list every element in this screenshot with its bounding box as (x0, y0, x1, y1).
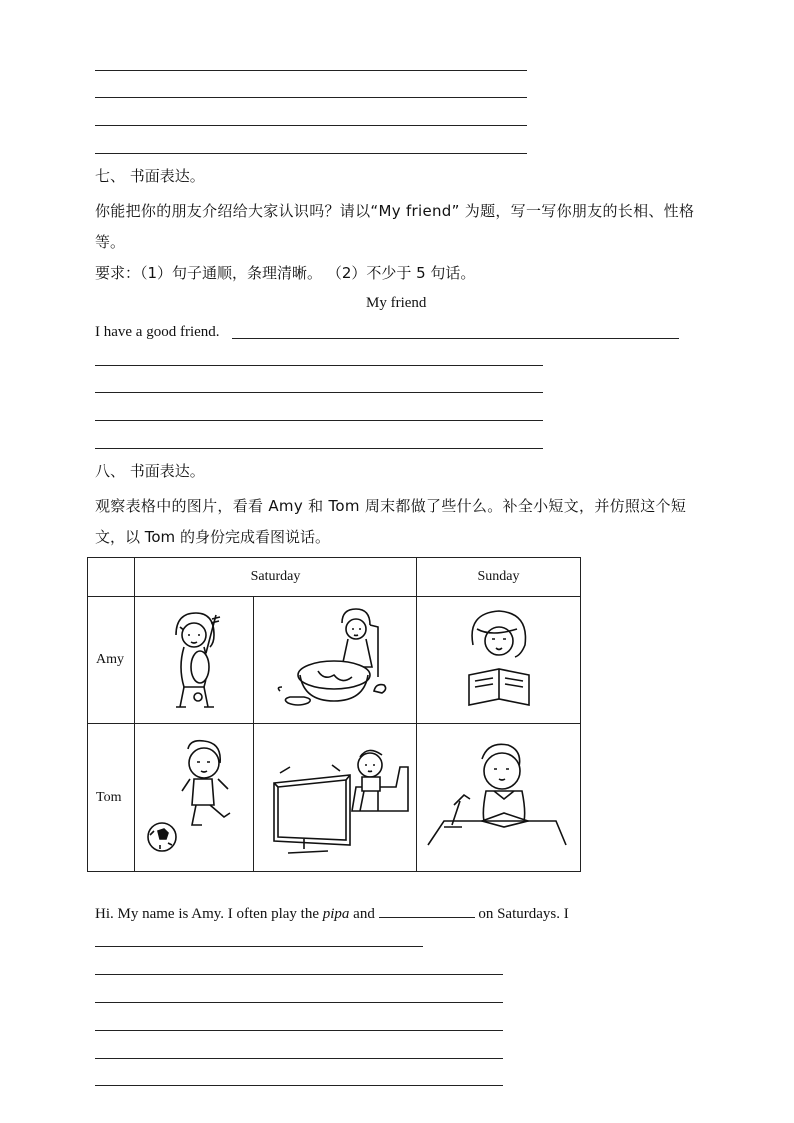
answer-line[interactable] (95, 1002, 503, 1003)
picture-amy-washing (254, 597, 417, 724)
header-sunday: Sunday (417, 558, 581, 597)
answer-line[interactable] (95, 97, 527, 98)
essay-opening-sentence: I have a good friend. (95, 324, 220, 340)
answer-line[interactable] (95, 448, 543, 449)
section-8-heading: 八、 书面表达。 (95, 462, 205, 480)
answer-line[interactable] (95, 974, 503, 975)
answer-line[interactable] (95, 946, 423, 947)
passage-text: Hi. My name is Amy. I often play the (95, 906, 323, 922)
answer-line[interactable] (95, 1085, 503, 1086)
picture-amy-reading (417, 597, 581, 724)
picture-tom-tv (254, 724, 417, 872)
section-7-prompt: 你能把你的朋友介绍给大家认识吗？请以“My friend” 为题，写一写你朋友的长相、性格 (95, 202, 695, 220)
section-8-prompt-cont: 文，以 Tom 的身份完成看图说话。 (95, 528, 330, 546)
table-corner-cell (88, 558, 135, 597)
answer-line[interactable] (95, 153, 527, 154)
passage-text: on Saturdays. I (474, 906, 569, 922)
passage-line (95, 903, 569, 924)
row-label-amy: Amy (88, 597, 135, 724)
picture-tom-football (135, 724, 254, 872)
answer-line[interactable] (95, 1030, 503, 1031)
answer-line[interactable] (95, 392, 543, 393)
activity-table (87, 557, 581, 872)
answer-line[interactable] (95, 420, 543, 421)
section-7-heading: 七、 书面表达。 (95, 167, 205, 185)
answer-line[interactable] (95, 1058, 503, 1059)
section-8-prompt: 观察表格中的图片，看看 Amy 和 Tom 周末都做了些什么。补全小短文，并仿照这个短 (95, 497, 687, 515)
girl-washing-clothes-picture (270, 605, 400, 715)
boy-doing-homework-picture (424, 735, 574, 860)
essay-title: My friend (366, 295, 427, 311)
row-label-tom: Tom (88, 724, 135, 872)
girl-reading-book-picture (459, 605, 539, 715)
passage-italic-word: pipa (322, 906, 350, 922)
picture-tom-homework (417, 724, 581, 872)
answer-line[interactable] (95, 70, 527, 71)
passage-text: and (349, 906, 379, 922)
section-7-prompt-cont: 等。 (95, 233, 126, 251)
boy-watching-tv-picture (260, 735, 410, 860)
section-7-requirements: 要求：（1）句子通顺，条理清晰。 （2）不少于 5 句话。 (95, 264, 476, 282)
girl-playing-pipa-picture (154, 605, 234, 715)
picture-amy-pipa (135, 597, 254, 724)
answer-line[interactable] (95, 125, 527, 126)
boy-playing-football-picture (144, 735, 244, 860)
answer-line[interactable] (232, 338, 679, 339)
answer-line[interactable] (95, 365, 543, 366)
header-saturday: Saturday (135, 558, 417, 597)
fill-in-blank[interactable] (379, 903, 475, 918)
